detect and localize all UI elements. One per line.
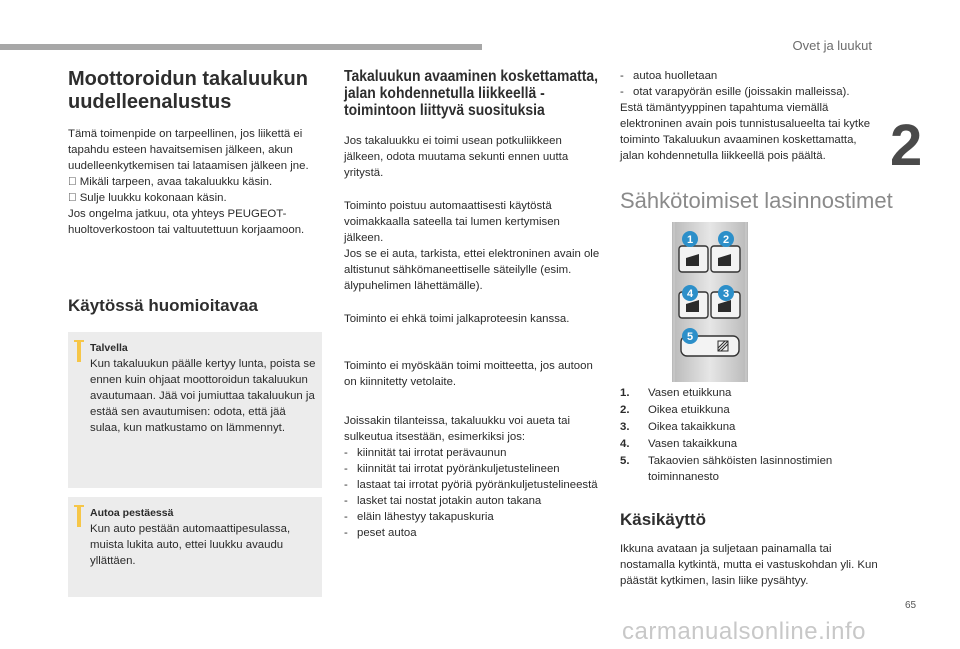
list-item: - eläin lähestyy takapuskuria (344, 509, 600, 525)
legend-item: 5. Takaovien sähköisten lasinnostimien toiminnanesto (620, 455, 833, 483)
heading-windows: Sähkötoimiset lasinnostimet (620, 188, 893, 213)
list-item: - kiinnität tai irrotat pyöränkuljetustelineen (344, 461, 600, 477)
info-icon (77, 340, 81, 362)
callout-label: 3 (722, 288, 730, 300)
note-wash (68, 497, 322, 597)
section-label: Ovet ja luukut (792, 38, 872, 53)
column-2 (344, 68, 600, 541)
list-item: - lasket tai nostat jotakin auton takana (344, 493, 600, 509)
legend-item: 2. Oikea etuikkuna (620, 404, 730, 416)
step: Mikäli tarpeen, avaa takaluukku käsin. (68, 176, 261, 188)
window-switch-diagram (670, 222, 750, 382)
heading-manual: Käsikäyttö (620, 510, 706, 529)
watermark: carmanualsonline.info (622, 618, 866, 645)
heading-windows-wrap (620, 188, 893, 214)
legend-item: 1. Vasen etuikkuna (620, 387, 732, 399)
paragraph: Toiminto ei ehkä toimi jalkaproteesin kanssa. (344, 313, 570, 325)
note-text: Kun takaluukun päälle kertyy lunta, poista se ennen kuin ohjaat moottoroidun takaluukun avautumaan. Jää voi jumiuttaa takaluukun ja estää sen avautumisen: odota, että jää sulaa, kun matkustamo on lämmennyt. (90, 358, 316, 434)
paragraph: Jos se ei auta, tarkista, ettei elektroninen avain ole altistunut sähkömaneettiselle säteilylle (esim. älypuhelimen lähettämälle). (344, 248, 600, 292)
list-item: - lastaat tai irrotat pyöriä pyöränkuljetustelineestä (344, 477, 600, 493)
paragraph: Jos ongelma jatkuu, ota yhteys PEUGEOT-huoltoverkostoon tai valtuutettuun korjaamoon. (68, 208, 305, 236)
paragraph: Jos takaluukku ei toimi usean potkuliikkeen jälkeen, odota muutama sekunti ennen uutta yritystä. (344, 135, 569, 179)
heading-usage-wrap (68, 296, 258, 316)
note-title: Talvella (90, 342, 128, 354)
callout-label: 2 (722, 234, 730, 246)
callout-label: 5 (686, 331, 694, 343)
heading-manual-wrap (620, 510, 706, 530)
conditions-list-cont (620, 68, 878, 100)
column-3 (620, 68, 878, 164)
manual-text-wrap (620, 541, 878, 589)
callout-label: 4 (686, 288, 694, 300)
list-item: - kiinnität tai irrotat perävaunun (344, 445, 600, 461)
list-item: - otat varapyörän esille (joissakin malleissa). (620, 84, 878, 100)
heading-reinit: Moottoroidun takaluukun uudelleenalustus (68, 68, 308, 113)
page-number: 65 (905, 600, 917, 611)
note-text: Kun auto pestään automaattipesulassa, muista lukita auto, ettei luukku avaudu yllättäen. (90, 523, 291, 567)
list-item: - autoa huolletaan (620, 68, 878, 84)
column-1 (68, 68, 324, 238)
legend-item: 3. Oikea takaikkuna (620, 421, 736, 433)
legend-list (620, 385, 878, 485)
paragraph: Estä tämäntyyppinen tapahtuma viemällä elektroninen avain pois tunnistusalueelta tai kytke toiminto Takaluukun avaaminen koskettamatta, jalan kohdennetulla liikkeellä pois päältä. (620, 102, 871, 162)
info-icon (77, 505, 81, 527)
paragraph: Tämä toimenpide on tarpeellinen, jos liikettä ei tapahdu esteen havaitsemisen jälkeen, akun uudelleenkytkemisen tai lataamisen jälkeen jne. (68, 128, 309, 172)
legend-item: 4. Vasen takaikkuna (620, 438, 738, 450)
conditions-list (344, 445, 600, 541)
heading-handsfree: Takaluukun avaaminen koskettamatta, jalan kohdennetulla liikkeellä -toimintoon liittyvä suosituksia (344, 68, 599, 119)
paragraph: Toiminto ei myöskään toimi moitteetta, jos autoon on kiinnitetty vetolaite. (344, 360, 593, 388)
paragraph: Joissakin tilanteissa, takaluukku voi aueta tai sulkeutua itsestään, esimerkiksi jos: (344, 415, 571, 443)
list-item: - peset autoa (344, 525, 600, 541)
paragraph: Ikkuna avataan ja suljetaan painamalla tai nostamalla kytkintä, mutta ei vastuskohdan yli. Kun päästät kytkimen, lasin liike pysähtyy. (620, 543, 878, 587)
chapter-number: 2 (890, 113, 923, 178)
header-rule (0, 44, 482, 50)
note-winter (68, 332, 322, 488)
note-title: Autoa pestäessä (90, 507, 174, 519)
heading-usage: Käytössä huomioitavaa (68, 296, 258, 315)
legend-list-wrap (620, 385, 878, 486)
paragraph: Toiminto poistuu automaattisesti käytöstä voimakkaalla sateella tai lumen kertymisen jälkeen. (344, 200, 560, 244)
callout-label: 1 (686, 234, 694, 246)
step: Sulje luukku kokonaan käsin. (68, 192, 215, 204)
